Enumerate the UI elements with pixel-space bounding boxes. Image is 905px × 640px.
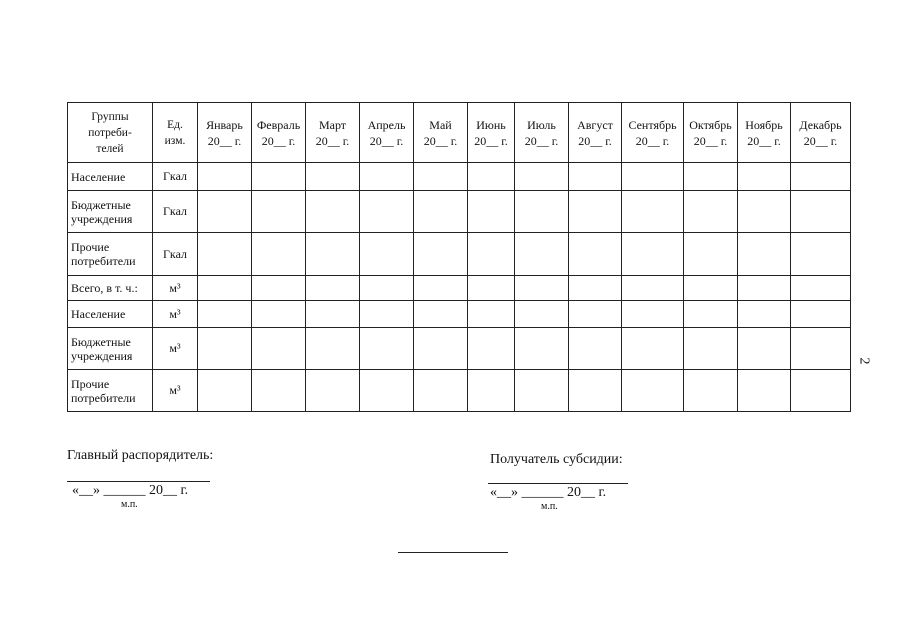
data-cell[interactable] [738, 301, 791, 328]
data-cell[interactable] [622, 191, 684, 233]
signature-title-right: Получатель субсидии: [490, 452, 623, 467]
data-cell[interactable] [252, 233, 306, 276]
data-cell[interactable] [569, 301, 622, 328]
month-year: 20__ г. [207, 133, 242, 148]
month-name: Сентябрь [628, 117, 677, 132]
data-cell[interactable] [738, 276, 791, 301]
data-cell[interactable] [684, 276, 738, 301]
table-header-row [68, 103, 851, 163]
stamp-mark-right: м.п. [541, 501, 558, 512]
data-cell[interactable] [414, 328, 468, 370]
data-cell[interactable] [791, 328, 851, 370]
header-unit [153, 103, 198, 163]
header-month-7 [515, 103, 569, 163]
data-cell[interactable] [414, 191, 468, 233]
signature-date-right: «__» ______ 20__ г. [490, 485, 607, 500]
row-label: Население [68, 301, 153, 328]
row-unit: м³ [153, 370, 198, 412]
data-cell[interactable] [515, 370, 569, 412]
data-cell[interactable] [306, 233, 360, 276]
data-cell[interactable] [306, 191, 360, 233]
data-cell[interactable] [468, 191, 515, 233]
data-cell[interactable] [569, 276, 622, 301]
data-cell[interactable] [306, 276, 360, 301]
data-cell[interactable] [738, 163, 791, 191]
row-label: Прочие потребители [68, 233, 153, 276]
row-label: Прочие потребители [68, 370, 153, 412]
data-cell[interactable] [684, 163, 738, 191]
data-cell[interactable] [791, 301, 851, 328]
row-label: Бюджетные учреждения [68, 191, 153, 233]
data-cell[interactable] [414, 301, 468, 328]
data-cell[interactable] [468, 301, 515, 328]
data-cell[interactable] [622, 163, 684, 191]
header-month-2 [252, 103, 306, 163]
data-cell[interactable] [569, 163, 622, 191]
data-cell[interactable] [468, 233, 515, 276]
signature-line-left [67, 481, 210, 482]
data-cell[interactable] [569, 191, 622, 233]
row-unit: м³ [153, 328, 198, 370]
data-cell[interactable] [515, 163, 569, 191]
header-month-10 [684, 103, 738, 163]
data-cell[interactable] [515, 233, 569, 276]
data-cell[interactable] [198, 276, 252, 301]
data-cell[interactable] [252, 163, 306, 191]
data-cell[interactable] [791, 191, 851, 233]
month-year: 20__ г. [693, 133, 728, 148]
data-cell[interactable] [684, 328, 738, 370]
month-name: Февраль [256, 117, 301, 132]
month-name: Январь [206, 117, 243, 132]
table-row [68, 301, 851, 328]
month-year: 20__ г. [261, 133, 296, 148]
row-unit: Гкал [153, 233, 198, 276]
month-name: Октябрь [689, 117, 732, 132]
data-cell[interactable] [360, 328, 414, 370]
table-row [68, 233, 851, 276]
table-row [68, 370, 851, 412]
data-cell[interactable] [198, 191, 252, 233]
header-unit-label: Ед. изм. [164, 118, 186, 147]
header-month-12 [791, 103, 851, 163]
table-row [68, 276, 851, 301]
data-cell[interactable] [622, 328, 684, 370]
data-cell[interactable] [622, 233, 684, 276]
month-name: Июль [527, 117, 556, 132]
month-year: 20__ г. [315, 133, 350, 148]
data-cell[interactable] [252, 191, 306, 233]
data-cell[interactable] [252, 301, 306, 328]
month-year: 20__ г. [474, 133, 508, 148]
data-cell[interactable] [515, 276, 569, 301]
month-name: Май [429, 117, 452, 132]
data-cell[interactable] [198, 328, 252, 370]
header-month-9 [622, 103, 684, 163]
data-cell[interactable] [684, 233, 738, 276]
data-cell[interactable] [360, 370, 414, 412]
month-year: 20__ г. [423, 133, 458, 148]
data-cell[interactable] [622, 301, 684, 328]
data-cell[interactable] [791, 370, 851, 412]
header-month-1 [198, 103, 252, 163]
table-row [68, 191, 851, 233]
header-group-label: Группы потреби-телей [88, 110, 132, 155]
data-cell[interactable] [569, 233, 622, 276]
row-label: Всего, в т. ч.: [68, 276, 153, 301]
data-cell[interactable] [622, 276, 684, 301]
signature-line-right [488, 483, 628, 484]
month-name: Декабрь [799, 117, 842, 132]
row-unit: Гкал [153, 163, 198, 191]
month-name: Август [577, 117, 613, 132]
month-year: 20__ г. [803, 133, 838, 148]
data-cell[interactable] [468, 370, 515, 412]
row-unit: м³ [153, 301, 198, 328]
header-month-11 [738, 103, 791, 163]
data-cell[interactable] [622, 370, 684, 412]
data-cell[interactable] [684, 370, 738, 412]
data-cell[interactable] [414, 370, 468, 412]
data-cell[interactable] [252, 276, 306, 301]
month-year: 20__ г. [578, 133, 612, 148]
data-cell[interactable] [414, 233, 468, 276]
data-cell[interactable] [360, 301, 414, 328]
consumption-table [67, 102, 851, 412]
header-month-8 [569, 103, 622, 163]
data-cell[interactable] [738, 328, 791, 370]
data-cell[interactable] [414, 163, 468, 191]
data-cell[interactable] [684, 191, 738, 233]
data-cell[interactable] [306, 301, 360, 328]
data-cell[interactable] [252, 328, 306, 370]
signature-date-left: «__» ______ 20__ г. [72, 483, 189, 498]
data-cell[interactable] [360, 163, 414, 191]
data-cell[interactable] [569, 328, 622, 370]
data-cell[interactable] [569, 370, 622, 412]
header-group [68, 103, 153, 163]
month-name: Апрель [367, 117, 406, 132]
data-cell[interactable] [515, 301, 569, 328]
stamp-mark-left: м.п. [121, 499, 138, 510]
data-cell[interactable] [468, 163, 515, 191]
data-cell[interactable] [198, 370, 252, 412]
data-cell[interactable] [360, 191, 414, 233]
data-cell[interactable] [252, 370, 306, 412]
data-cell[interactable] [360, 233, 414, 276]
row-label: Бюджетные учреждения [68, 328, 153, 370]
data-cell[interactable] [198, 233, 252, 276]
row-unit: Гкал [153, 191, 198, 233]
data-cell[interactable] [738, 370, 791, 412]
data-cell[interactable] [738, 191, 791, 233]
data-cell[interactable] [468, 328, 515, 370]
data-cell[interactable] [791, 233, 851, 276]
header-month-5 [414, 103, 468, 163]
month-year: 20__ г. [369, 133, 404, 148]
row-label: Население [68, 163, 153, 191]
month-year: 20__ г. [635, 133, 670, 148]
data-cell[interactable] [468, 276, 515, 301]
data-cell[interactable] [738, 233, 791, 276]
month-year: 20__ г. [524, 133, 559, 148]
row-unit: м³ [153, 276, 198, 301]
footer-divider [398, 552, 508, 553]
data-cell[interactable] [414, 276, 468, 301]
data-cell[interactable] [515, 191, 569, 233]
data-cell[interactable] [791, 276, 851, 301]
data-cell[interactable] [198, 301, 252, 328]
data-cell[interactable] [360, 276, 414, 301]
data-cell[interactable] [306, 163, 360, 191]
data-cell[interactable] [791, 163, 851, 191]
data-cell[interactable] [306, 370, 360, 412]
header-month-6 [468, 103, 515, 163]
month-name: Март [318, 117, 347, 132]
signature-title-left: Главный распорядитель: [67, 448, 214, 463]
data-cell[interactable] [198, 163, 252, 191]
header-month-4 [360, 103, 414, 163]
data-cell[interactable] [684, 301, 738, 328]
page-number: 2 [856, 357, 872, 365]
table-row [68, 328, 851, 370]
month-year: 20__ г. [747, 133, 781, 148]
data-cell[interactable] [306, 328, 360, 370]
month-name: Июнь [476, 117, 506, 132]
data-cell[interactable] [515, 328, 569, 370]
header-month-3 [306, 103, 360, 163]
month-name: Ноябрь [745, 117, 783, 132]
table-row [68, 163, 851, 191]
